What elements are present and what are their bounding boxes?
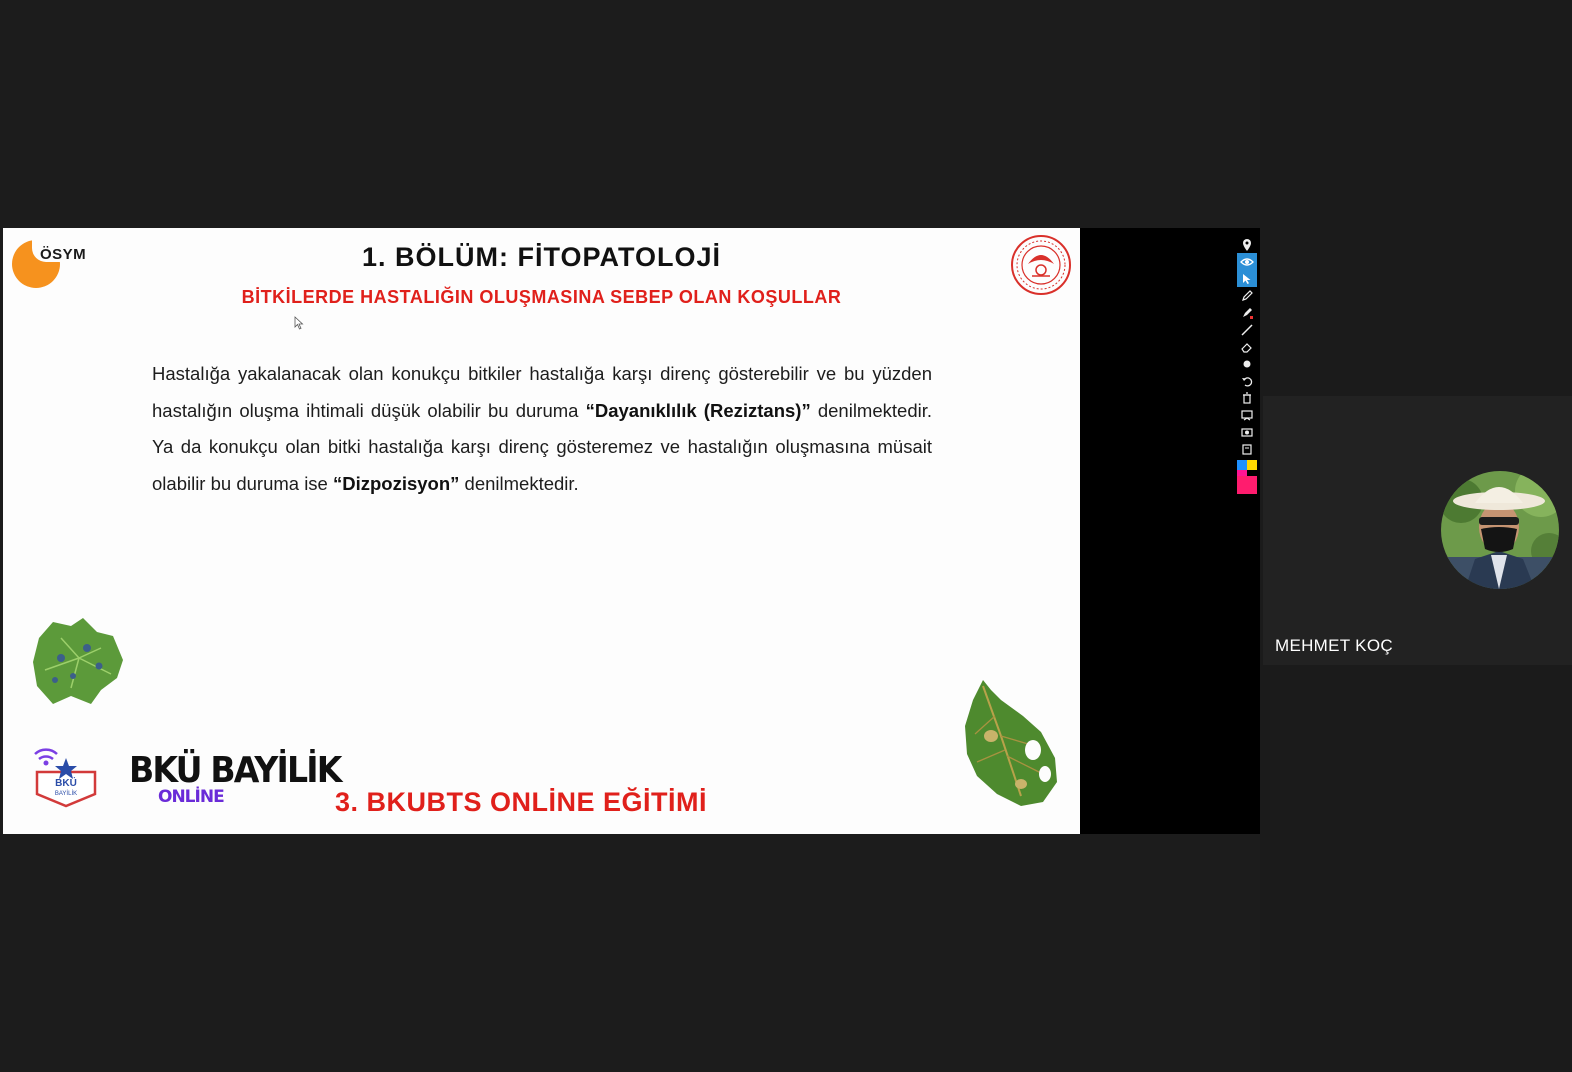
participant-name-label: MEHMET KOÇ — [1275, 636, 1393, 655]
slide-footer-title: 3. BKUBTS ONLİNE EĞİTİMİ — [335, 787, 708, 817]
stamp-icon[interactable] — [1237, 406, 1257, 423]
presentation-slide — [3, 228, 1080, 834]
participant-avatar — [1441, 471, 1559, 589]
pin-icon[interactable] — [1237, 236, 1257, 253]
pencil-icon[interactable] — [1237, 287, 1257, 304]
bku-bayilik-badge-logo — [31, 748, 101, 810]
eye-icon[interactable] — [1237, 253, 1257, 270]
slide-subtitle: BİTKİLERDE HASTALIĞIN OLUŞMASINA SEBEP OLAN KOŞULLAR — [241, 287, 842, 307]
annotation-toolbar — [1237, 236, 1257, 499]
highlighter-icon[interactable] — [1237, 304, 1257, 321]
mouse-cursor-icon — [294, 316, 304, 330]
damaged-leaf-image — [961, 676, 1061, 810]
camera-icon[interactable] — [1237, 423, 1257, 440]
pointer-icon[interactable] — [1237, 270, 1257, 287]
term-resistance: “Dayanıklılık (Reziztans)” — [585, 399, 811, 421]
share-letterbox — [1080, 228, 1260, 834]
brand-online-tag: ONLİNE — [158, 787, 224, 807]
clipboard-icon[interactable] — [1237, 440, 1257, 457]
trash-icon[interactable] — [1237, 389, 1257, 406]
slide-title: 1. BÖLÜM: FİTOPATOLOJİ — [361, 242, 721, 272]
slide-body-text: Hastalığa yakalanacak olan konukçu bitkiler hastalığa karşı direnç gösterebilir ve bu yüzden hastalığın oluşma ihtimali düşük olabilir bu duruma “Dayanıklılık (Reziztans)” denilmektedir. Ya da konukçu olan bitki hastalığa karşı direnç gösteremez ve hastalığın oluşmasına müsait olabilir bu duruma ise “Dizpozisyon” denilmektedir. — [152, 363, 932, 494]
term-disposition: “Dizpozisyon” — [332, 472, 460, 494]
diseased-leaf-image — [31, 618, 127, 708]
undo-icon[interactable] — [1237, 372, 1257, 389]
participant-video-tile[interactable] — [1263, 396, 1572, 665]
brand-name: BKÜ BAYİLİK — [129, 750, 341, 791]
dot-icon[interactable] — [1237, 355, 1257, 372]
line-icon[interactable] — [1237, 321, 1257, 338]
osym-logo-text: ÖSYM — [40, 246, 87, 263]
svg-text:BKÜ: BKÜ — [55, 778, 77, 789]
eraser-icon[interactable] — [1237, 338, 1257, 355]
svg-text:BAYİLİK: BAYİLİK — [54, 791, 78, 797]
color-palette[interactable] — [1237, 460, 1257, 494]
